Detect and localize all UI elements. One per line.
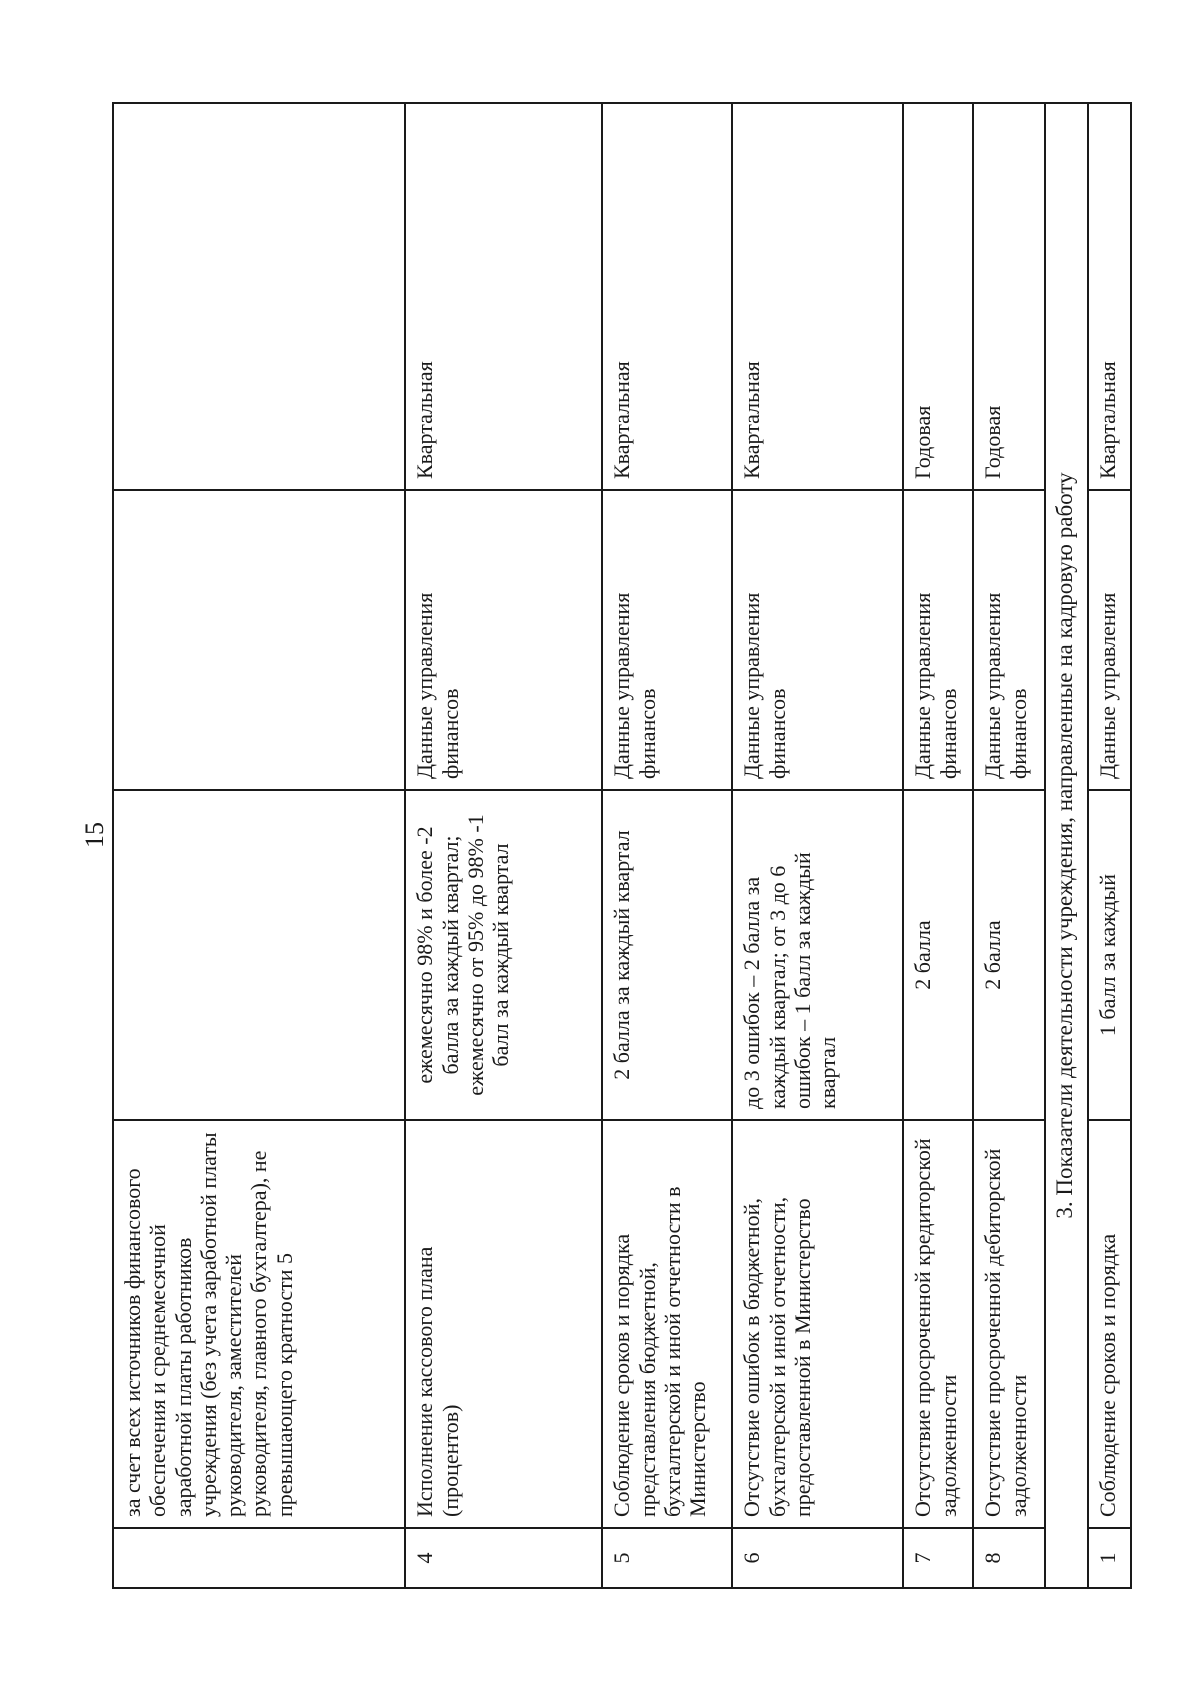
table-row xyxy=(973,103,1044,1588)
source-cell: Данные управления xyxy=(1088,490,1131,790)
period-cell: Годовая xyxy=(903,103,973,490)
row-number xyxy=(113,1528,405,1588)
period-cell: Квартальная xyxy=(405,103,602,490)
indicators-table xyxy=(112,102,1132,1589)
period-cell: Квартальная xyxy=(1088,103,1131,490)
period-cell: Годовая xyxy=(973,103,1044,490)
row-number: 8 xyxy=(973,1528,1044,1588)
source-cell: Данные управления финансов xyxy=(973,490,1044,790)
section-title: 3. Показатели деятельности учреждения, направленные на кадровую работу xyxy=(1045,103,1089,1588)
source-cell xyxy=(113,490,405,790)
page-number: 15 xyxy=(80,822,109,848)
source-cell: Данные управления финансов xyxy=(602,490,732,790)
table-row xyxy=(1088,103,1131,1588)
indicator-cell: Исполнение кассового плана (процентов) xyxy=(405,1120,602,1528)
period-cell xyxy=(113,103,405,490)
value-cell: 1 балл за каждый xyxy=(1088,790,1131,1120)
section-row xyxy=(1045,103,1089,1588)
row-number: 1 xyxy=(1088,1528,1131,1588)
table-row xyxy=(903,103,973,1588)
value-cell: 2 балла xyxy=(973,790,1044,1120)
table-frame xyxy=(112,104,1132,1589)
value-cell xyxy=(113,790,405,1120)
source-cell: Данные управления финансов xyxy=(405,490,602,790)
indicator-cell: за счет всех источников финансового обеспечения и среднемесячной заработной платы работников учреждения (без учета заработной платы руководителя, заместителей руководителя, главного бухгалтера), не превышающего кратности 5 xyxy=(113,1120,405,1528)
indicator-cell: Отсутствие ошибок в бюджетной, бухгалтерской и иной отчетности, предоставленной в Министерство xyxy=(732,1120,903,1528)
row-number: 5 xyxy=(602,1528,732,1588)
indicator-cell: Отсутствие просроченной дебиторской задолженности xyxy=(973,1120,1044,1528)
row-number: 6 xyxy=(732,1528,903,1588)
period-cell: Квартальная xyxy=(602,103,732,490)
value-cell: до 3 ошибок – 2 балла за каждый квартал; от 3 до 6 ошибок – 1 балл за каждый квартал xyxy=(732,790,903,1120)
indicator-cell: Отсутствие просроченной кредиторской задолженности xyxy=(903,1120,973,1528)
indicator-cell: Соблюдение сроков и порядка xyxy=(1088,1120,1131,1528)
table-row xyxy=(113,103,405,1588)
source-cell: Данные управления финансов xyxy=(903,490,973,790)
period-cell: Квартальная xyxy=(732,103,903,490)
value-cell: 2 балла xyxy=(903,790,973,1120)
row-number: 7 xyxy=(903,1528,973,1588)
table-row xyxy=(405,103,602,1588)
value-cell: 2 балла за каждый квартал xyxy=(602,790,732,1120)
table-row xyxy=(732,103,903,1588)
row-number: 4 xyxy=(405,1528,602,1588)
indicator-cell: Соблюдение сроков и порядка представления бюджетной, бухгалтерской и иной отчетности в Министерство xyxy=(602,1120,732,1528)
table-row xyxy=(602,103,732,1588)
source-cell: Данные управления финансов xyxy=(732,490,903,790)
value-cell: ежемесячно 98% и более -2 балла за каждый квартал; ежемесячно от 95% до 98% -1 балл за каждый квартал xyxy=(405,790,602,1120)
